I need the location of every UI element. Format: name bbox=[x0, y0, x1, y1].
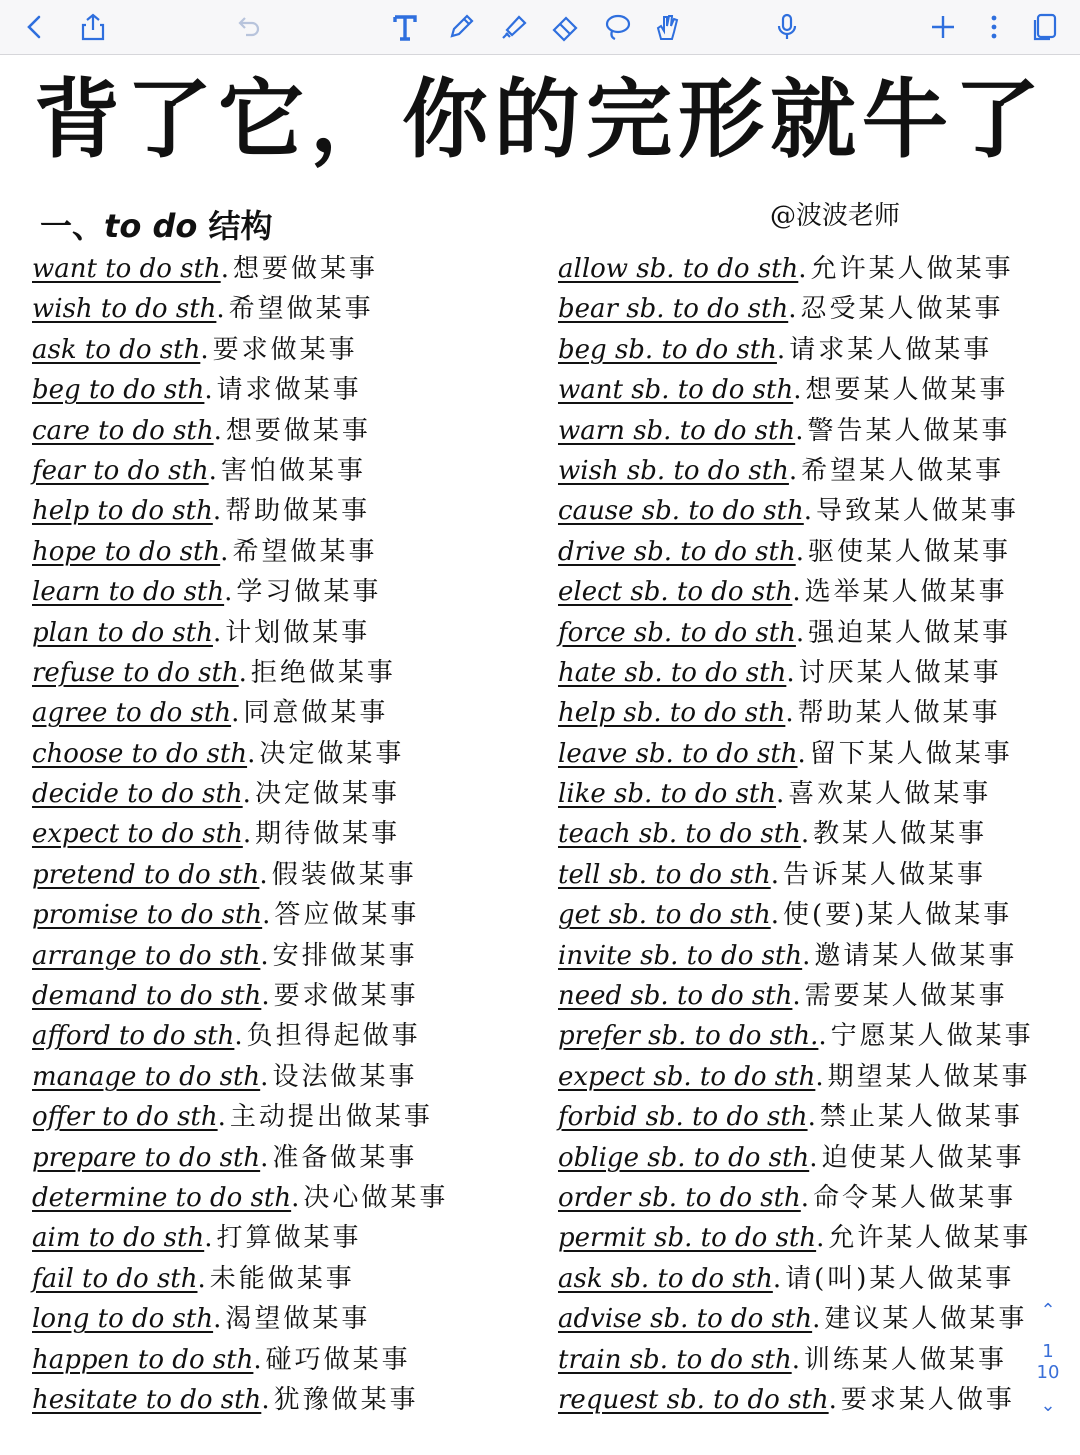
chinese-meaning: 允许某人做某事 bbox=[810, 254, 1014, 284]
phrase-row bbox=[32, 330, 552, 370]
separator: . bbox=[260, 1142, 269, 1173]
separator: . bbox=[260, 940, 269, 971]
english-phrase: force sb. to do sth bbox=[558, 617, 796, 648]
chinese-meaning: 准备做某事 bbox=[272, 1142, 418, 1173]
hand-icon[interactable] bbox=[648, 8, 686, 46]
phrase-row bbox=[32, 1138, 552, 1178]
phrase-row bbox=[558, 1178, 1078, 1218]
chinese-meaning: 允许某人做某事 bbox=[828, 1223, 1032, 1254]
eraser-icon[interactable] bbox=[546, 8, 584, 46]
section-heading bbox=[40, 201, 272, 247]
chinese-meaning: 忍受某人做某事 bbox=[800, 294, 1004, 325]
phrase-row bbox=[558, 1218, 1078, 1258]
chinese-meaning: 建议某人做某事 bbox=[824, 1304, 1028, 1335]
chinese-meaning: 学习做某事 bbox=[236, 577, 382, 608]
english-phrase: train sb. to do sth bbox=[558, 1344, 792, 1375]
separator: . bbox=[792, 577, 801, 608]
english-phrase: want to do sth bbox=[32, 254, 221, 284]
separator: . bbox=[242, 819, 252, 850]
phrase-row bbox=[32, 895, 552, 935]
phrase-row bbox=[558, 1097, 1078, 1137]
english-phrase: invite sb. to do sth bbox=[558, 940, 803, 971]
english-phrase: expect sb. to do sth bbox=[558, 1061, 816, 1092]
separator: . bbox=[798, 254, 807, 284]
english-phrase: hesitate to do sth bbox=[32, 1384, 262, 1415]
english-phrase: help to do sth bbox=[32, 496, 213, 527]
phrase-row bbox=[558, 774, 1078, 814]
english-phrase: promise to do sth bbox=[32, 900, 263, 931]
separator: . bbox=[800, 819, 810, 850]
separator: . bbox=[788, 455, 798, 486]
chinese-meaning: 期望某人做某事 bbox=[827, 1061, 1031, 1092]
chinese-meaning: 决心做某事 bbox=[303, 1182, 449, 1213]
separator: . bbox=[259, 859, 268, 890]
pages-icon[interactable] bbox=[1026, 8, 1064, 46]
separator: . bbox=[247, 738, 256, 769]
english-phrase: happen to do sth bbox=[32, 1344, 254, 1375]
section-suffix: 结构 bbox=[197, 207, 273, 245]
chinese-meaning: 决定做某事 bbox=[259, 738, 405, 769]
phrase-row bbox=[558, 814, 1078, 854]
english-phrase: hope to do sth bbox=[32, 536, 221, 567]
chinese-meaning: 打算做某事 bbox=[216, 1223, 362, 1254]
chinese-meaning: 希望做某事 bbox=[228, 294, 374, 325]
highlighter-icon[interactable] bbox=[494, 8, 532, 46]
separator: . bbox=[224, 577, 233, 608]
chinese-meaning: 安排做某事 bbox=[272, 940, 418, 971]
left-column bbox=[32, 249, 552, 1420]
separator: . bbox=[815, 1061, 824, 1092]
chinese-meaning: 导致某人做某事 bbox=[816, 496, 1020, 527]
english-phrase: oblige sb. to do sth bbox=[558, 1142, 810, 1173]
phrase-row bbox=[32, 734, 552, 774]
phrase-row bbox=[32, 370, 552, 410]
english-phrase: decide to do sth bbox=[32, 779, 243, 810]
english-phrase: wish to do sth bbox=[32, 294, 217, 325]
separator: . bbox=[818, 1021, 827, 1052]
phrase-row bbox=[558, 532, 1078, 572]
chinese-meaning: 假装做某事 bbox=[271, 859, 417, 890]
chinese-meaning: 宁愿某人做某事 bbox=[830, 1021, 1034, 1052]
separator: . bbox=[261, 981, 270, 1012]
phrase-row bbox=[558, 1340, 1078, 1380]
english-phrase: elect sb. to do sth bbox=[558, 577, 793, 608]
chinese-meaning: 需要某人做某事 bbox=[804, 981, 1008, 1012]
english-phrase: long to do sth bbox=[32, 1304, 214, 1335]
chinese-meaning: 使(要)某人做某事 bbox=[783, 900, 1013, 931]
chinese-meaning: 希望某人做某事 bbox=[801, 455, 1005, 486]
chinese-meaning: 期待做某事 bbox=[255, 819, 401, 850]
current-page: 1 bbox=[1042, 1341, 1054, 1362]
chinese-meaning: 碰巧做某事 bbox=[265, 1344, 411, 1375]
undo-icon[interactable] bbox=[230, 8, 268, 46]
phrase-row bbox=[558, 572, 1078, 612]
english-phrase: leave sb. to do sth bbox=[558, 738, 798, 769]
phrase-row bbox=[32, 1178, 552, 1218]
phrase-row bbox=[32, 976, 552, 1016]
english-phrase: expect to do sth bbox=[32, 819, 243, 850]
separator: . bbox=[772, 1263, 782, 1294]
english-phrase: permit sb. to do sth bbox=[558, 1223, 817, 1254]
english-phrase: choose to do sth bbox=[32, 738, 248, 769]
phrase-row bbox=[32, 1057, 552, 1097]
phrase-row bbox=[32, 693, 552, 733]
separator: . bbox=[795, 536, 804, 567]
phrase-row bbox=[32, 814, 552, 854]
english-phrase: care to do sth bbox=[32, 415, 214, 446]
phrase-row bbox=[558, 895, 1078, 935]
separator: . bbox=[213, 1304, 222, 1335]
separator: . bbox=[213, 415, 222, 446]
chinese-meaning: 禁止某人做某事 bbox=[819, 1102, 1023, 1133]
total-pages: 10 bbox=[1036, 1362, 1060, 1383]
english-phrase: teach sb. to do sth bbox=[558, 819, 801, 850]
chinese-meaning: 计划做某事 bbox=[225, 617, 371, 648]
chinese-meaning: 决定做某事 bbox=[254, 779, 400, 810]
separator: . bbox=[242, 779, 251, 810]
chinese-meaning: 要求做某事 bbox=[212, 334, 358, 365]
english-phrase: help sb. to do sth bbox=[558, 698, 786, 729]
english-phrase: arrange to do sth bbox=[32, 940, 261, 971]
phrase-row bbox=[558, 249, 1078, 289]
phrase-row bbox=[32, 451, 552, 491]
phrase-row bbox=[32, 1259, 552, 1299]
chinese-meaning: 害怕做某事 bbox=[220, 455, 366, 486]
english-phrase: manage to do sth bbox=[32, 1061, 261, 1092]
separator: . bbox=[238, 657, 247, 688]
english-phrase: bear sb. to do sth bbox=[558, 294, 789, 325]
chinese-meaning: 请求做某事 bbox=[216, 375, 362, 406]
phrase-row bbox=[558, 1057, 1078, 1097]
english-phrase: offer to do sth bbox=[32, 1102, 218, 1133]
phrase-row bbox=[32, 1097, 552, 1137]
english-phrase: forbid sb. to do sth bbox=[558, 1102, 808, 1133]
separator: . bbox=[212, 496, 222, 527]
add-icon[interactable] bbox=[924, 8, 962, 46]
separator: . bbox=[770, 900, 779, 931]
phrase-row bbox=[32, 936, 552, 976]
page-down-icon[interactable]: ⌄ bbox=[1040, 1395, 1056, 1416]
separator: . bbox=[803, 496, 813, 527]
separator: . bbox=[197, 1263, 206, 1294]
phrase-row bbox=[558, 289, 1078, 329]
chinese-meaning: 告诉某人做某事 bbox=[782, 859, 986, 890]
phrase-row bbox=[32, 491, 552, 531]
phrase-row bbox=[558, 1380, 1078, 1420]
phrase-row bbox=[32, 774, 552, 814]
english-phrase: warn sb. to do sth bbox=[558, 415, 796, 446]
separator: . bbox=[204, 375, 213, 406]
separator: . bbox=[809, 1142, 818, 1173]
chinese-meaning: 邀请某人做某事 bbox=[814, 940, 1018, 971]
chinese-meaning: 希望做某事 bbox=[232, 536, 378, 567]
phrase-row bbox=[558, 613, 1078, 653]
chinese-meaning: 想要做某事 bbox=[225, 415, 371, 446]
english-phrase: request sb. to do sth bbox=[558, 1384, 829, 1415]
phrase-row bbox=[32, 1218, 552, 1258]
phrase-row bbox=[558, 855, 1078, 895]
chinese-meaning: 警告某人做某事 bbox=[807, 415, 1011, 446]
lasso-icon[interactable] bbox=[598, 8, 636, 46]
english-phrase: prepare to do sth bbox=[32, 1142, 261, 1173]
separator: . bbox=[795, 415, 804, 446]
chinese-meaning: 想要某人做某事 bbox=[805, 375, 1009, 406]
english-phrase: drive sb. to do sth bbox=[558, 536, 796, 567]
phrase-row bbox=[558, 370, 1078, 410]
separator: . bbox=[253, 1344, 262, 1375]
phrase-row bbox=[32, 1380, 552, 1420]
chinese-meaning: 强迫某人做某事 bbox=[808, 617, 1012, 648]
english-phrase: want sb. to do sth bbox=[558, 375, 794, 406]
separator: . bbox=[204, 1223, 213, 1254]
english-phrase: allow sb. to do sth bbox=[558, 254, 799, 284]
chinese-meaning: 迫使某人做某事 bbox=[821, 1142, 1025, 1173]
document-page bbox=[0, 55, 1080, 1440]
section-prefix: 一、 bbox=[40, 207, 105, 245]
page-up-icon[interactable]: ⌃ bbox=[1040, 1300, 1056, 1321]
english-phrase: tell sb. to do sth bbox=[558, 859, 771, 890]
chinese-meaning: 请求某人做某事 bbox=[789, 334, 993, 365]
phrase-row bbox=[558, 1299, 1078, 1339]
page-title: 背了它，你的完形就牛了 bbox=[34, 70, 1046, 170]
separator: . bbox=[776, 779, 785, 810]
chinese-meaning: 渴望做某事 bbox=[225, 1304, 371, 1335]
separator: . bbox=[220, 536, 229, 567]
phrase-row bbox=[558, 693, 1078, 733]
phrase-row bbox=[32, 1299, 552, 1339]
separator: . bbox=[200, 334, 209, 365]
separator: . bbox=[828, 1384, 837, 1415]
english-phrase: plan to do sth bbox=[32, 617, 213, 648]
english-phrase: fail to do sth bbox=[32, 1263, 198, 1294]
separator: . bbox=[786, 657, 795, 688]
english-phrase: beg sb. to do sth bbox=[558, 334, 777, 365]
phrase-row bbox=[558, 451, 1078, 491]
separator: . bbox=[770, 859, 779, 890]
chinese-meaning: 拒绝做某事 bbox=[250, 657, 396, 688]
right-column bbox=[558, 249, 1078, 1420]
phrase-row bbox=[558, 491, 1078, 531]
chinese-meaning: 留下某人做某事 bbox=[809, 738, 1013, 769]
chinese-meaning: 主动提出做某事 bbox=[229, 1102, 433, 1133]
phrase-row bbox=[32, 249, 552, 289]
english-phrase: demand to do sth bbox=[32, 981, 262, 1012]
separator: . bbox=[216, 294, 225, 325]
chinese-meaning: 帮助某人做某事 bbox=[797, 698, 1001, 729]
english-phrase: fear to do sth bbox=[32, 455, 209, 486]
english-phrase: agree to do sth bbox=[32, 698, 232, 729]
english-phrase: cause sb. to do sth bbox=[558, 496, 804, 527]
separator: . bbox=[260, 1061, 269, 1092]
chinese-meaning: 要求做某事 bbox=[273, 981, 419, 1012]
english-phrase: ask sb. to do sth bbox=[558, 1263, 773, 1294]
microphone-icon[interactable] bbox=[768, 8, 806, 46]
separator: . bbox=[795, 617, 805, 648]
phrase-row bbox=[558, 976, 1078, 1016]
chinese-meaning: 想要做某事 bbox=[232, 254, 378, 284]
phrase-row bbox=[558, 653, 1078, 693]
chinese-meaning: 命令某人做某事 bbox=[813, 1182, 1017, 1213]
phrase-row bbox=[32, 855, 552, 895]
pen-icon[interactable] bbox=[442, 8, 480, 46]
separator: . bbox=[217, 1102, 226, 1133]
separator: . bbox=[212, 617, 222, 648]
chinese-meaning: 讨厌某人做某事 bbox=[798, 657, 1002, 688]
english-phrase: ask to do sth bbox=[32, 334, 201, 365]
english-phrase: pretend to do sth bbox=[32, 859, 260, 890]
separator: . bbox=[231, 698, 240, 729]
phrase-row bbox=[558, 330, 1078, 370]
english-phrase: beg to do sth bbox=[32, 375, 205, 406]
separator: . bbox=[793, 375, 802, 406]
english-phrase: aim to do sth bbox=[32, 1223, 205, 1254]
phrase-row bbox=[558, 411, 1078, 451]
separator: . bbox=[802, 940, 811, 971]
english-phrase: determine to do sth bbox=[32, 1182, 292, 1213]
chinese-meaning: 同意做某事 bbox=[243, 698, 389, 729]
phrase-row bbox=[32, 411, 552, 451]
phrase-row bbox=[558, 1259, 1078, 1299]
chinese-meaning: 请(叫)某人做某事 bbox=[785, 1263, 1015, 1294]
phrase-row bbox=[558, 936, 1078, 976]
phrase-row bbox=[32, 532, 552, 572]
phrase-row bbox=[32, 1340, 552, 1380]
separator: . bbox=[792, 981, 801, 1012]
english-phrase: like sb. to do sth bbox=[558, 779, 777, 810]
chinese-meaning: 帮助做某事 bbox=[225, 496, 371, 527]
phrase-row bbox=[32, 572, 552, 612]
english-phrase: order sb. to do sth bbox=[558, 1182, 801, 1213]
separator: . bbox=[800, 1182, 810, 1213]
chinese-meaning: 负担得起做事 bbox=[246, 1021, 421, 1052]
phrase-row bbox=[32, 653, 552, 693]
separator: . bbox=[807, 1102, 816, 1133]
separator: . bbox=[208, 455, 217, 486]
separator: . bbox=[816, 1223, 825, 1254]
chinese-meaning: 选举某人做某事 bbox=[804, 577, 1008, 608]
phrase-row bbox=[558, 734, 1078, 774]
separator: . bbox=[776, 334, 786, 365]
section-italic: to do bbox=[104, 207, 198, 245]
phrase-row bbox=[32, 1016, 552, 1056]
phrase-row bbox=[32, 613, 552, 653]
back-chevron-icon[interactable] bbox=[16, 8, 54, 46]
toolbar bbox=[0, 0, 1080, 55]
separator: . bbox=[261, 1384, 270, 1415]
english-phrase: wish sb. to do sth bbox=[558, 455, 789, 486]
english-phrase: get sb. to do sth bbox=[558, 900, 771, 931]
chinese-meaning: 训练某人做某事 bbox=[803, 1344, 1007, 1375]
chinese-meaning: 答应做某事 bbox=[274, 900, 420, 931]
separator: . bbox=[234, 1021, 243, 1052]
english-phrase: afford to do sth bbox=[32, 1021, 235, 1052]
separator: . bbox=[262, 900, 271, 931]
chinese-meaning: 要求某人做事 bbox=[840, 1384, 1015, 1415]
chinese-meaning: 驱使某人做某事 bbox=[807, 536, 1011, 567]
text-tool-icon[interactable] bbox=[386, 8, 424, 46]
separator: . bbox=[220, 254, 229, 284]
chinese-meaning: 教某人做某事 bbox=[813, 819, 988, 850]
english-phrase: hate sb. to do sth bbox=[558, 657, 787, 688]
separator: . bbox=[812, 1304, 821, 1335]
phrase-row bbox=[558, 1016, 1078, 1056]
separator: . bbox=[788, 294, 797, 325]
phrase-row bbox=[32, 289, 552, 329]
author-credit: @波波老师 bbox=[770, 201, 901, 231]
chinese-meaning: 喜欢某人做某事 bbox=[788, 779, 992, 810]
separator: . bbox=[797, 738, 806, 769]
more-icon[interactable] bbox=[975, 8, 1013, 46]
english-phrase: refuse to do sth bbox=[32, 657, 239, 688]
chinese-meaning: 未能做某事 bbox=[209, 1263, 355, 1294]
chinese-meaning: 设法做某事 bbox=[272, 1061, 418, 1092]
english-phrase: learn to do sth bbox=[32, 577, 225, 608]
phrase-row bbox=[558, 1138, 1078, 1178]
share-icon[interactable] bbox=[74, 8, 112, 46]
english-phrase: advise sb. to do sth bbox=[558, 1304, 813, 1335]
page-indicator bbox=[1030, 1300, 1066, 1455]
chinese-meaning: 犹豫做某事 bbox=[273, 1384, 419, 1415]
separator: . bbox=[291, 1182, 300, 1213]
english-phrase: need sb. to do sth bbox=[558, 981, 793, 1012]
english-phrase: prefer sb. to do sth. bbox=[558, 1021, 819, 1052]
separator: . bbox=[785, 698, 794, 729]
separator: . bbox=[791, 1344, 800, 1375]
